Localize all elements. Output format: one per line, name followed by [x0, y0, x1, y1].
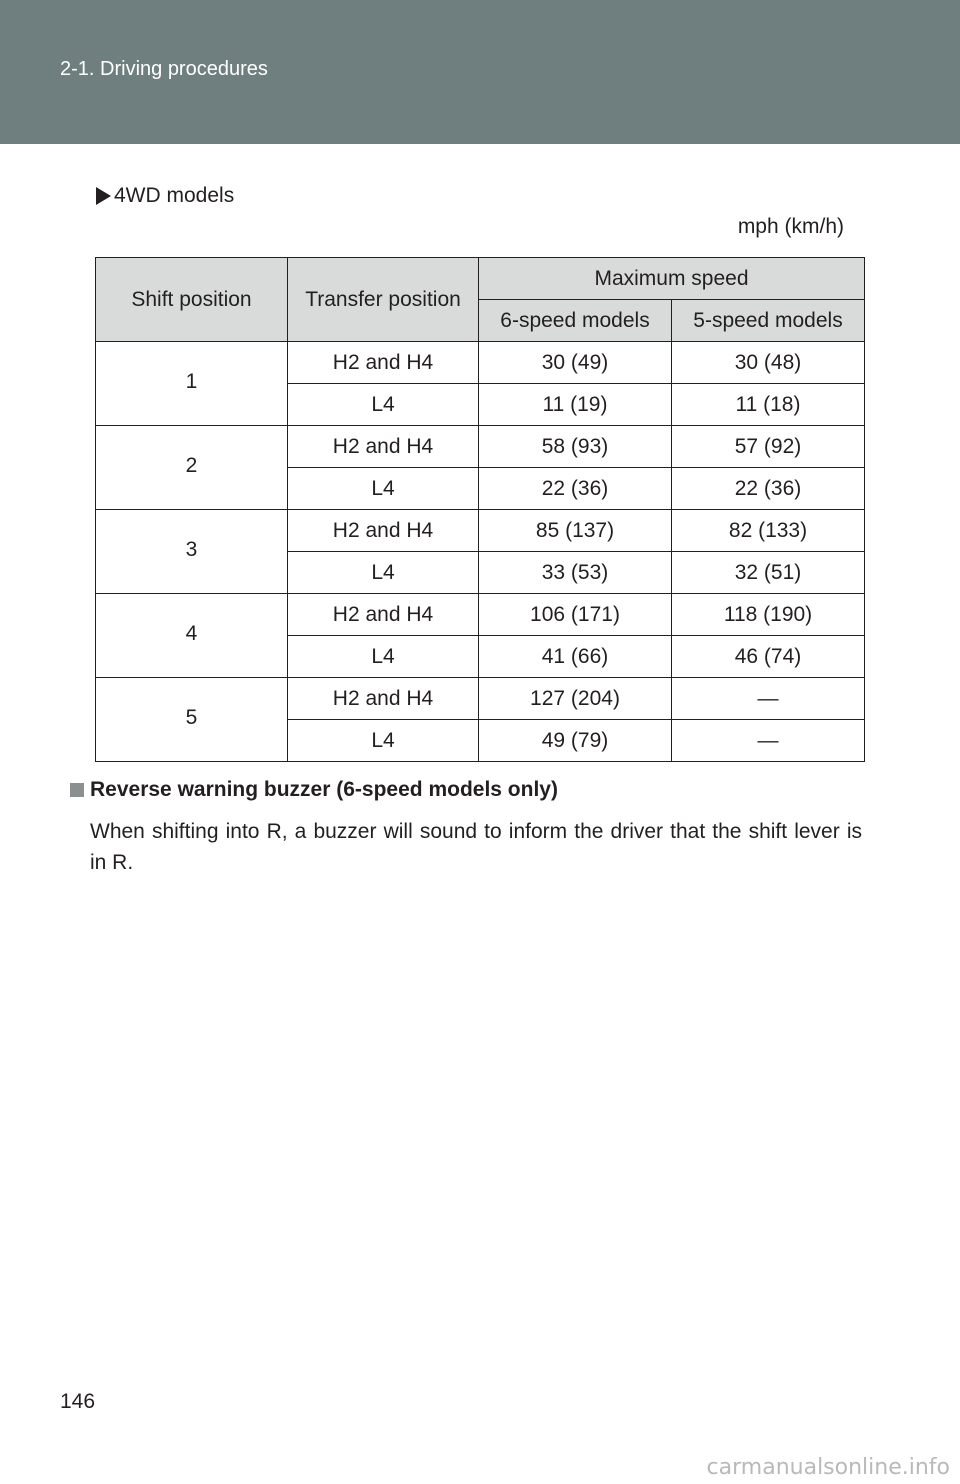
- speed-6-cell: 30 (49): [479, 342, 672, 384]
- header-bar: [0, 0, 960, 144]
- model-heading: [96, 184, 234, 208]
- speed-6-cell: 127 (204): [479, 678, 672, 720]
- speed-6-cell: 11 (19): [479, 384, 672, 426]
- speed-6-cell: 58 (93): [479, 426, 672, 468]
- shift-cell: 1: [96, 342, 288, 426]
- section-title: 2-1. Driving procedures: [60, 58, 268, 80]
- speed-6-cell: 33 (53): [479, 552, 672, 594]
- col-header-shift: Shift position: [96, 258, 288, 342]
- speed-5-cell: 11 (18): [672, 384, 865, 426]
- speed-6-cell: 106 (171): [479, 594, 672, 636]
- col-header-transfer: Transfer position: [288, 258, 479, 342]
- speed-table: [95, 257, 865, 762]
- note-body: When shifting into R, a buzzer will sound to inform the driver that the shift lever is in R.: [90, 820, 862, 874]
- triangle-bullet-icon: [96, 187, 111, 205]
- speed-6-cell: 41 (66): [479, 636, 672, 678]
- transfer-cell: H2 and H4: [288, 510, 479, 552]
- table-row: [96, 510, 865, 552]
- shift-cell: 2: [96, 426, 288, 510]
- square-bullet-icon: [70, 783, 84, 797]
- speed-5-cell: 22 (36): [672, 468, 865, 510]
- speed-5-cell: 32 (51): [672, 552, 865, 594]
- table-row: [96, 594, 865, 636]
- transfer-cell: H2 and H4: [288, 426, 479, 468]
- transfer-cell: L4: [288, 384, 479, 426]
- note-heading-text: Reverse warning buzzer (6-speed models only): [90, 778, 558, 801]
- speed-5-cell: 57 (92): [672, 426, 865, 468]
- transfer-cell: L4: [288, 468, 479, 510]
- transfer-cell: L4: [288, 720, 479, 762]
- col-header-max-speed: Maximum speed: [479, 258, 865, 300]
- table-row: [96, 426, 865, 468]
- page-number: 146: [60, 1390, 96, 1413]
- shift-cell: 4: [96, 594, 288, 678]
- speed-5-cell: 82 (133): [672, 510, 865, 552]
- col-header-6speed: 6-speed models: [479, 300, 672, 342]
- transfer-cell: L4: [288, 552, 479, 594]
- speed-5-cell: —: [672, 678, 865, 720]
- speed-6-cell: 49 (79): [479, 720, 672, 762]
- speed-5-cell: 46 (74): [672, 636, 865, 678]
- transfer-cell: H2 and H4: [288, 342, 479, 384]
- transfer-cell: L4: [288, 636, 479, 678]
- speed-6-cell: 85 (137): [479, 510, 672, 552]
- table-row: [96, 342, 865, 384]
- note-heading: [70, 778, 558, 802]
- speed-5-cell: 30 (48): [672, 342, 865, 384]
- col-header-5speed: 5-speed models: [672, 300, 865, 342]
- speed-6-cell: 22 (36): [479, 468, 672, 510]
- shift-cell: 5: [96, 678, 288, 762]
- transfer-cell: H2 and H4: [288, 678, 479, 720]
- speed-5-cell: —: [672, 720, 865, 762]
- transfer-cell: H2 and H4: [288, 594, 479, 636]
- watermark: carmanualsonline.info: [706, 1455, 950, 1480]
- shift-cell: 3: [96, 510, 288, 594]
- speed-5-cell: 118 (190): [672, 594, 865, 636]
- table-row: [96, 678, 865, 720]
- model-heading-text: 4WD models: [114, 184, 235, 207]
- unit-label: mph (km/h): [737, 215, 844, 238]
